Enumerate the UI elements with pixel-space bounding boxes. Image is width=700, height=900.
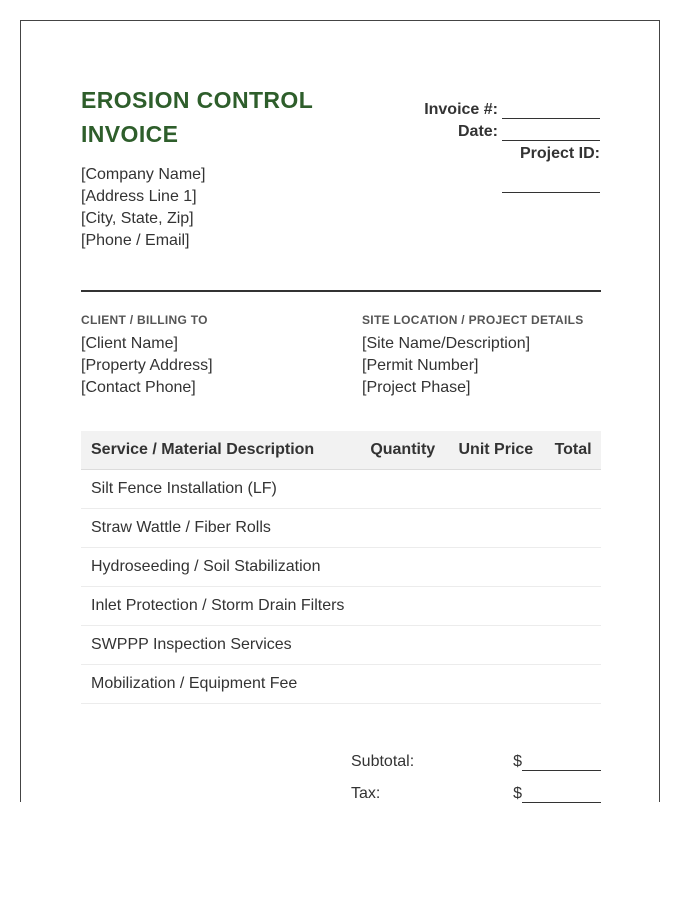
table-header-row <box>81 431 601 470</box>
row-description: Hydroseeding / Soil Stabilization <box>81 548 359 587</box>
title-line-2: INVOICE <box>81 121 179 147</box>
row-total[interactable] <box>545 470 601 509</box>
table-row <box>81 587 601 626</box>
column-header-quantity: Quantity <box>359 431 447 470</box>
title-line-1: EROSION CONTROL <box>81 87 314 113</box>
column-header-total: Total <box>545 431 601 470</box>
tax-label: Tax: <box>351 785 381 802</box>
client-heading: CLIENT / BILLING TO <box>81 313 208 327</box>
subtotal-currency: $ <box>513 753 522 770</box>
company-name: [Company Name] <box>81 166 206 183</box>
line-items-table <box>81 431 601 704</box>
row-quantity[interactable] <box>359 626 447 665</box>
site-name: [Site Name/Description] <box>362 335 531 352</box>
table-row <box>81 665 601 704</box>
tax-field[interactable] <box>522 788 601 803</box>
company-block <box>81 164 206 252</box>
row-total[interactable] <box>545 587 601 626</box>
row-description: Straw Wattle / Fiber Rolls <box>81 509 359 548</box>
row-total[interactable] <box>545 509 601 548</box>
site-phase: [Project Phase] <box>362 379 471 396</box>
table-row <box>81 548 601 587</box>
table-row <box>81 509 601 548</box>
subtotal-label: Subtotal: <box>351 753 415 770</box>
site-permit: [Permit Number] <box>362 357 479 374</box>
row-description: Silt Fence Installation (LF) <box>81 470 359 509</box>
row-quantity[interactable] <box>359 665 447 704</box>
invoice-number-row <box>340 97 600 119</box>
subtotal-field[interactable] <box>522 756 601 771</box>
client-phone: [Contact Phone] <box>81 379 196 396</box>
tax-row <box>351 771 601 803</box>
subtotal-value <box>513 753 601 771</box>
company-address: [Address Line 1] <box>81 188 197 205</box>
row-total[interactable] <box>545 548 601 587</box>
row-unit-price[interactable] <box>447 587 546 626</box>
row-unit-price[interactable] <box>447 548 546 587</box>
column-header-description: Service / Material Description <box>81 431 359 470</box>
project-id-field[interactable] <box>502 178 600 193</box>
row-total[interactable] <box>545 626 601 665</box>
subtotal-row <box>351 739 601 771</box>
row-description: Mobilization / Equipment Fee <box>81 665 359 704</box>
site-section <box>362 313 584 399</box>
table-row <box>81 626 601 665</box>
invoice-number-field[interactable] <box>502 104 600 119</box>
row-unit-price[interactable] <box>447 470 546 509</box>
row-quantity[interactable] <box>359 509 447 548</box>
column-header-unit-price: Unit Price <box>447 431 546 470</box>
tax-value <box>513 785 601 803</box>
date-label: Date: <box>457 123 498 140</box>
invoice-page <box>20 20 660 802</box>
company-city: [City, State, Zip] <box>81 210 194 227</box>
row-unit-price[interactable] <box>447 665 546 704</box>
row-unit-price[interactable] <box>447 509 546 548</box>
tax-currency: $ <box>513 785 522 802</box>
table-row <box>81 470 601 509</box>
row-unit-price[interactable] <box>447 626 546 665</box>
project-id-row <box>340 141 600 163</box>
row-description: Inlet Protection / Storm Drain Filters <box>81 587 359 626</box>
date-row <box>340 119 600 141</box>
client-section <box>81 313 213 399</box>
project-id-field-row <box>340 163 600 193</box>
invoice-number-label: Invoice #: <box>424 101 498 118</box>
invoice-title <box>81 83 381 151</box>
client-name: [Client Name] <box>81 335 178 352</box>
client-address: [Property Address] <box>81 357 213 374</box>
date-field[interactable] <box>502 126 600 141</box>
project-id-label: Project ID: <box>519 145 600 162</box>
invoice-meta <box>340 97 600 193</box>
row-total[interactable] <box>545 665 601 704</box>
company-contact: [Phone / Email] <box>81 232 190 249</box>
row-quantity[interactable] <box>359 587 447 626</box>
row-quantity[interactable] <box>359 548 447 587</box>
totals-block <box>351 739 601 803</box>
header-divider <box>81 290 601 292</box>
row-quantity[interactable] <box>359 470 447 509</box>
site-heading: SITE LOCATION / PROJECT DETAILS <box>362 313 584 327</box>
row-description: SWPPP Inspection Services <box>81 626 359 665</box>
